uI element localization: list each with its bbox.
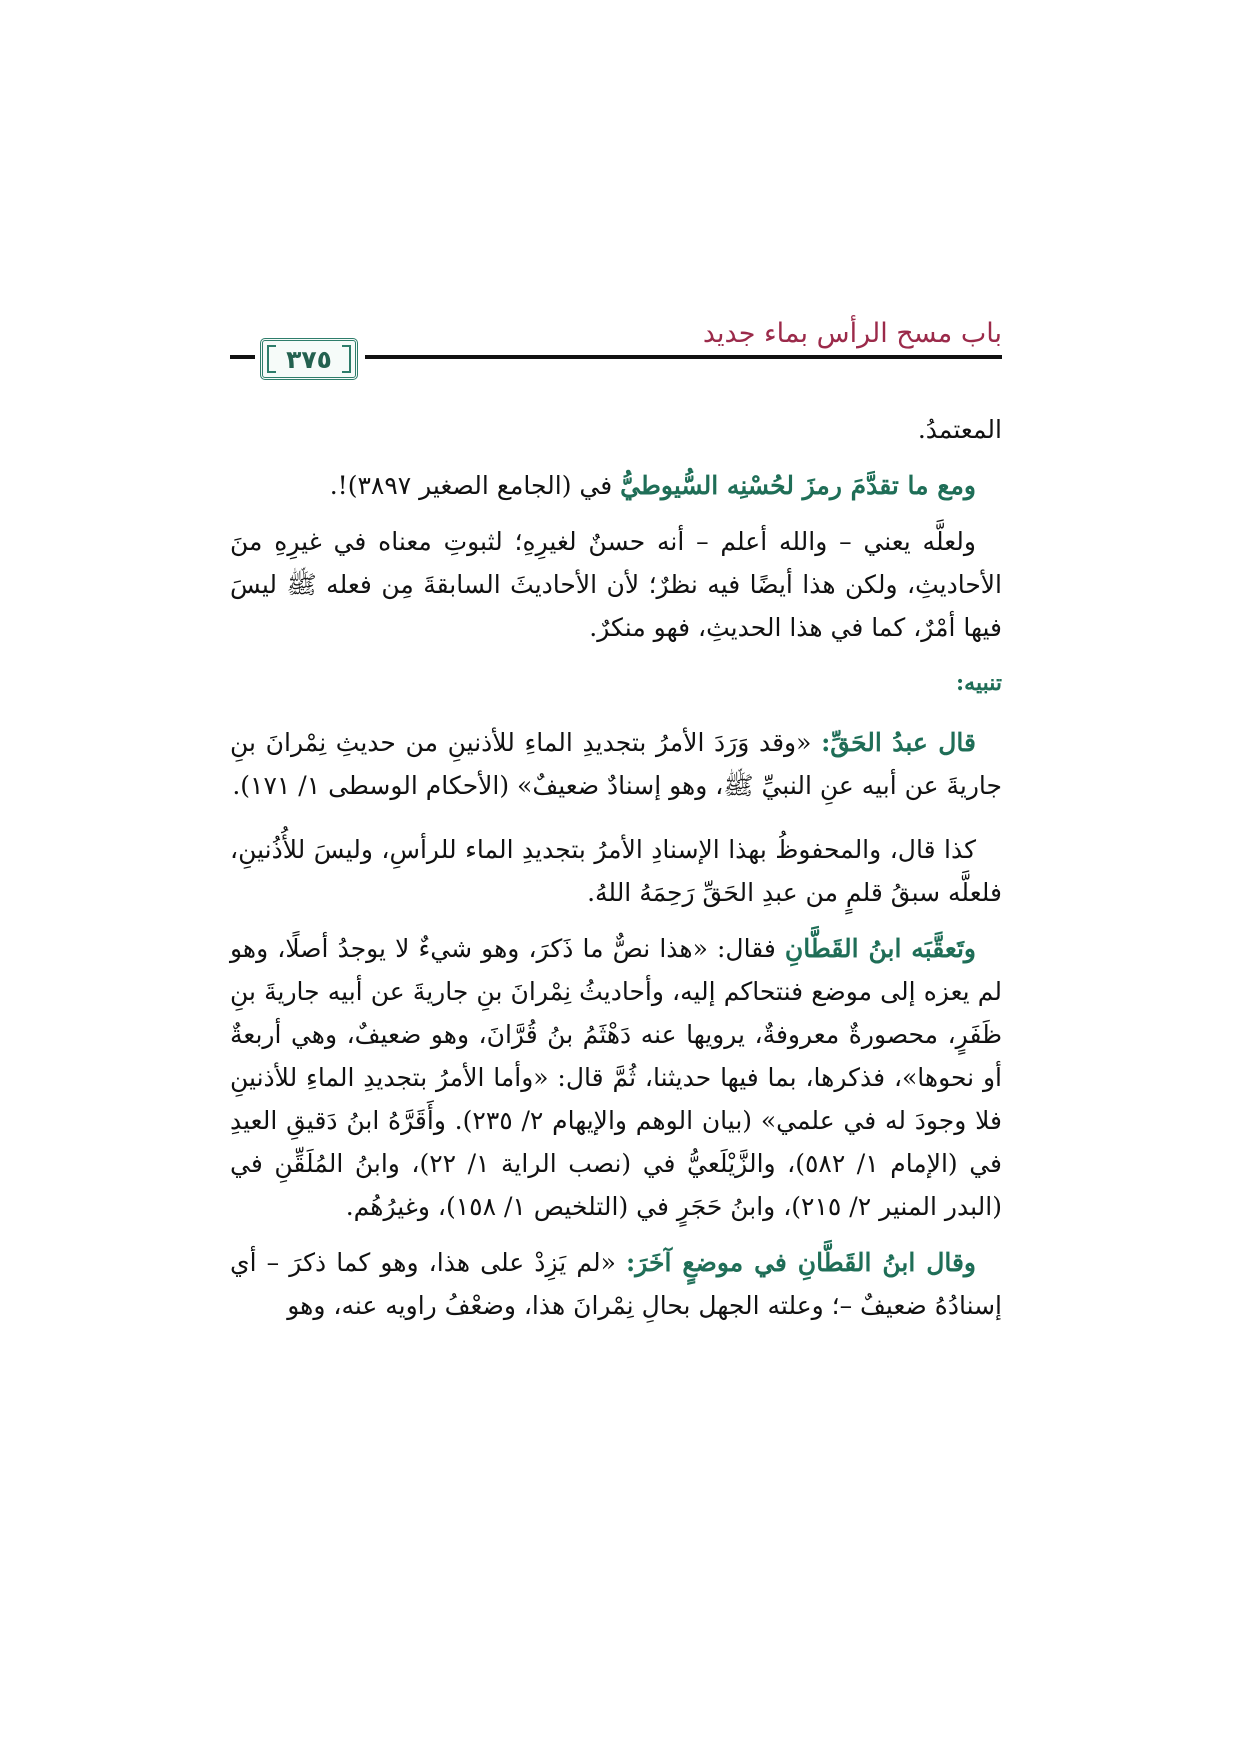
paragraph-4 — [230, 721, 1002, 807]
header-rule-left — [230, 355, 255, 359]
page-number-frame — [260, 338, 358, 380]
paragraph-7 — [230, 1241, 1002, 1327]
paragraph-3: ولعلَّه يعني – والله أعلم – أنه حسنٌ لغيرِهِ؛ لثبوتِ معناه في غيرِهِ منَ الأحاديثِ، ولكن هذا أيضًا فيه نظرٌ؛ لأن الأحاديثَ السابقةَ مِن فعله ﷺ ليسَ فيها أمْرٌ، كما في هذا الحديثِ، فهو منكرٌ. — [230, 527, 1002, 642]
highlighted-phrase: قال عبدُ الحَقِّ: — [821, 728, 976, 757]
paragraph-5: كذا قال، والمحفوظُ بهذا الإسنادِ الأمرُ بتجديدِ الماء للرأسِ، وليسَ للأُذُنينِ، فلعلَّه سبقُ قلمٍ من عبدِ الحَقِّ رَحِمَهُ اللهُ. — [230, 835, 1002, 907]
paragraph-6 — [230, 927, 1002, 1228]
paragraph-1: المعتمدُ. — [917, 415, 1002, 444]
page-header — [230, 318, 1002, 388]
spacer — [230, 820, 1002, 828]
paragraph-2 — [230, 464, 1002, 507]
page-body — [230, 408, 1002, 1340]
paragraph-text: «لم يَزِدْ على هذا، وهو كما ذكرَ – أي إسنادُهُ ضعيفٌ –؛ وعلته الجهل بحالِ نِمْرانَ هذا، وضعْفُ راويه عنه، وهو — [230, 1248, 1002, 1320]
paragraph-text: فقال: «هذا نصٌّ ما ذَكرَ، وهو شيءٌ لا يوجدُ أصلًا، وهو لم يعزه إلى موضع فنتحاكم إليه، وأحاديثُ نِمْرانَ بنِ جاريةَ عن أبيه جاريةَ بنِ ظَفَرٍ، محصورةٌ معروفةٌ، يرويها عنه دَهْثَمُ بنُ قُرَّانَ، وهو ضعيفٌ، وهي أربعةٌ أو نحوها»، فذكرها، بما فيها حديثنا، ثُمَّ قال: «وأما الأمرُ بتجديدِ الماءِ للأذنينِ فلا وجودَ له في علمي» (بيان الوهم والإيهام ٢/ ٢٣٥). وأَقَرَّهُ ابنُ دَقيقِ العيدِ في (الإمام ١/ ٥٨٢)، والزَّيْلَعيُّ في (نصب الراية ١/ ٢٢)، وابنُ المُلَقِّنِ في (البدر المنير ٢/ ٢١٥)، وابنُ حَجَرٍ في (التلخيص ١/ ١٥٨)، وغيرُهُم. — [230, 934, 1002, 1221]
chapter-title: باب مسح الرأس بماء جديد — [702, 318, 1002, 349]
page-number: ٣٧٥ — [286, 344, 332, 374]
highlighted-phrase: وتَعقَّبَه ابنُ القَطَّانِ — [784, 934, 976, 963]
paragraph-text: «وقد وَرَدَ الأمرُ بتجديدِ الماءِ للأذنينِ من حديثِ نِمْرانَ بنِ جاريةَ عن أبيه عنِ النبيِّ ﷺ، وهو إسنادٌ ضعيفٌ» (الأحكام الوسطى ١/ ١٧١). — [230, 728, 1002, 800]
highlighted-phrase: ومع ما تقدَّمَ رمزَ لحُسْنِه السُّيوطيُّ — [620, 471, 976, 500]
paragraph-text: في (الجامع الصغير ٣٨٩٧)!. — [329, 471, 621, 500]
highlighted-phrase: وقال ابنُ القَطَّانِ في موضعٍ آخَرَ: — [626, 1248, 976, 1277]
note-heading: تنبيه: — [956, 670, 1002, 696]
header-rule — [365, 355, 1002, 359]
